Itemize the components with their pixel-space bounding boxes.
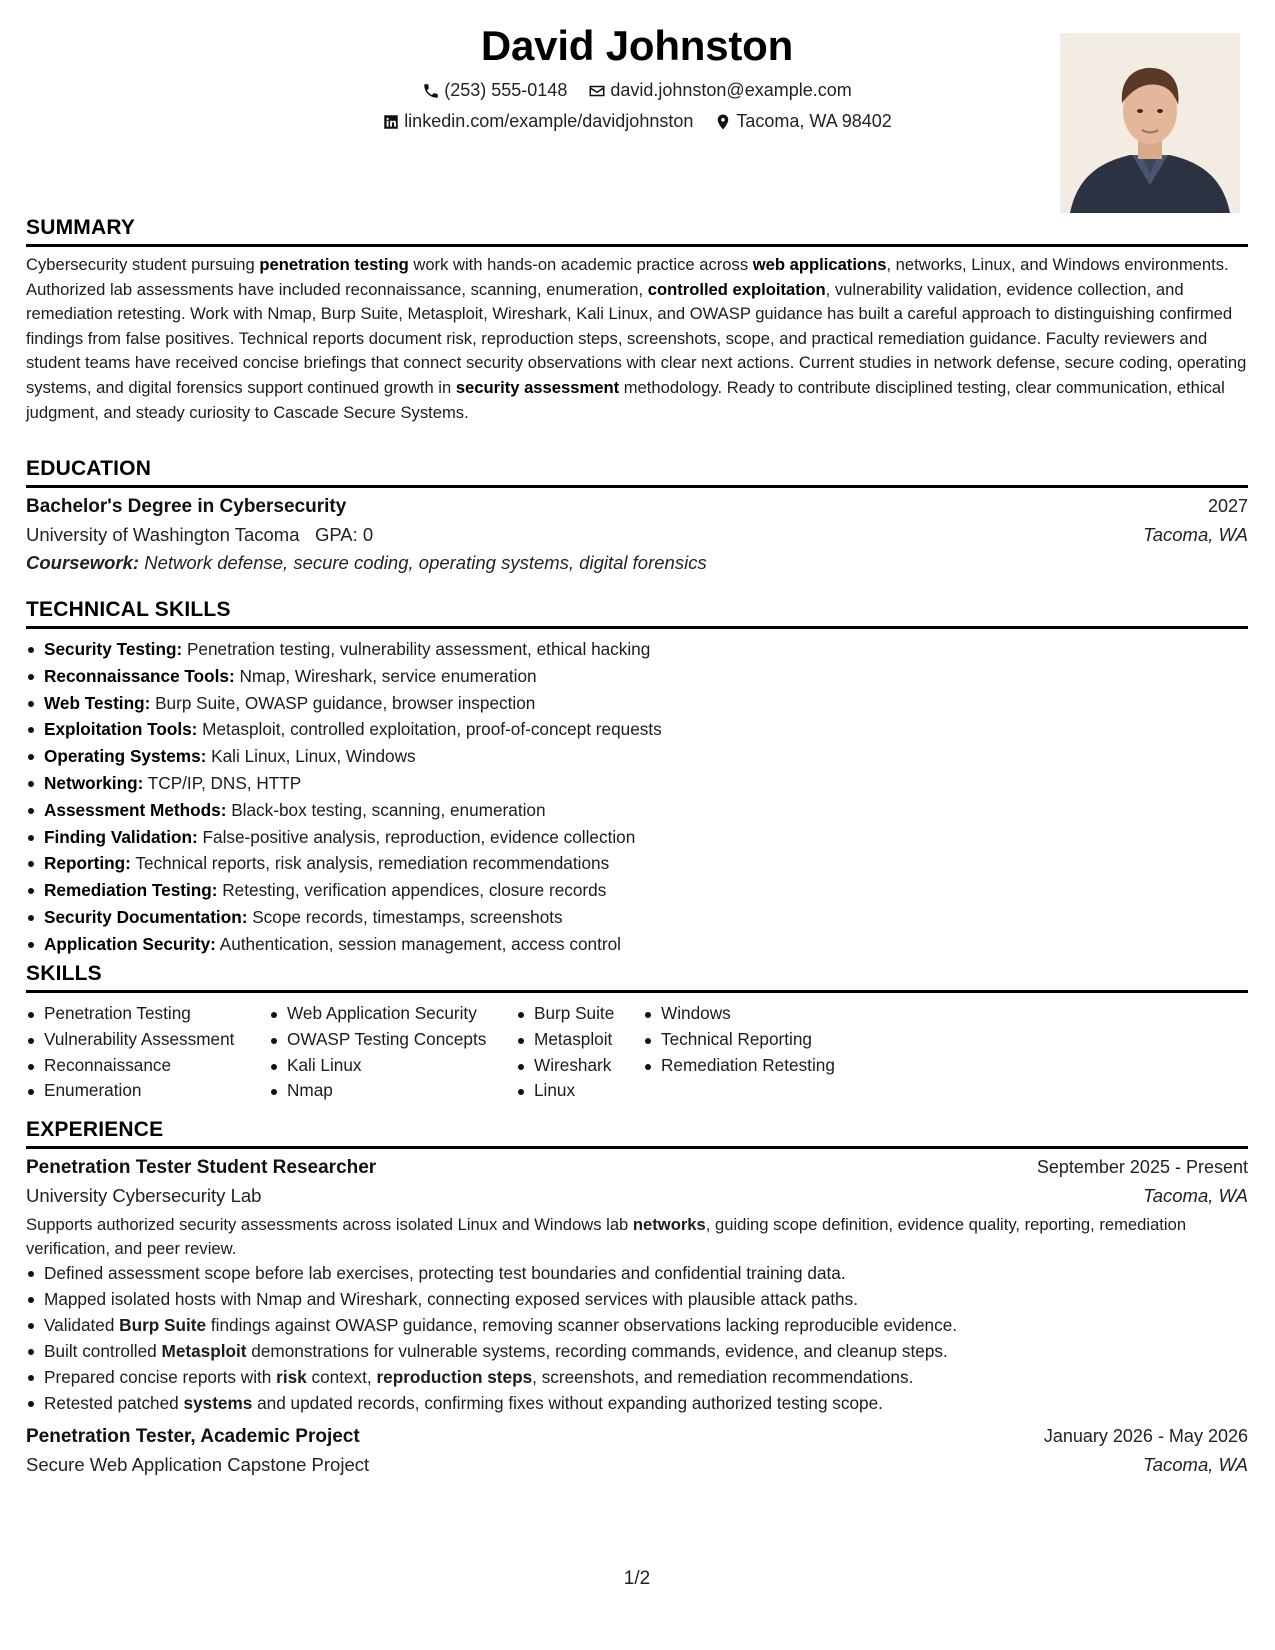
envelope-icon	[588, 82, 606, 100]
skill-item: Metasploit	[534, 1027, 643, 1053]
skill-category-label: Reconnaissance Tools:	[44, 665, 235, 686]
job-bullet	[44, 1260, 1248, 1286]
text-run: , vulnerability validation, evidence collection, and remediation retesting. Work with Nmap, Burp Suite, Metasploit, Wireshark, Kali Linux, and OWASP guidance has built a careful approach to distinguishing confirmed findings from false positives. Technical reports document risk, reproduction steps, screenshots, scope, and practical remediation guidance. Faculty reviewers and student teams have received concise briefings that connect security observations with clear next actions. Current studies in network defense, secure coding, operating systems, and digital forensics support continued growth in	[26, 279, 1247, 397]
skills-column	[269, 1001, 516, 1104]
skill-category-value: Nmap, Wireshark, service enumeration	[234, 665, 537, 686]
bold-phrase: reproduction steps	[376, 1367, 533, 1388]
job-dates: September 2025 - Present	[1036, 1157, 1248, 1177]
technical-skill-item	[44, 797, 1248, 824]
graduation-year: 2027	[1207, 496, 1248, 516]
bold-phrase: penetration testing	[259, 255, 409, 274]
bold-phrase: systems	[183, 1393, 253, 1414]
technical-skills-heading: TECHNICAL SKILLS	[26, 598, 1248, 629]
education-row-2	[26, 524, 1248, 546]
technical-skills-list	[26, 636, 1248, 958]
skill-category-label: Security Testing:	[44, 639, 183, 659]
job-title: Penetration Tester, Academic Project	[26, 1426, 360, 1448]
phone-contact	[422, 80, 567, 101]
skill-item: Technical Reporting	[661, 1027, 863, 1053]
skill-category-value: Scope records, timestamps, screenshots	[247, 906, 563, 927]
bold-phrase: security assessment	[455, 377, 620, 397]
technical-skill-item	[44, 931, 1248, 958]
bold-phrase: Burp Suite	[119, 1315, 207, 1336]
linkedin-icon	[382, 113, 400, 131]
skill-category-label: Operating Systems:	[44, 746, 207, 767]
skill-category-value: False-positive analysis, reproduction, evidence collection	[197, 826, 636, 847]
skill-category-label: Application Security:	[44, 933, 216, 954]
skill-item: Windows	[661, 1001, 863, 1027]
location-text: Tacoma, WA 98402	[736, 111, 892, 131]
page-number: 1/2	[623, 1568, 651, 1589]
institution-line	[26, 524, 373, 546]
text-run: Cybersecurity student pursuing	[26, 255, 260, 274]
skill-category-value: Kali Linux, Linux, Windows	[206, 746, 416, 767]
technical-skill-item	[44, 743, 1248, 770]
skill-item: Wireshark	[534, 1053, 643, 1079]
technical-skill-item	[44, 850, 1248, 877]
location-contact	[714, 111, 891, 132]
skill-category-value: Black-box testing, scanning, enumeration	[226, 799, 546, 820]
technical-skill-item	[44, 770, 1248, 797]
skill-category-label: Reporting:	[44, 853, 131, 874]
skill-item: Burp Suite	[534, 1001, 643, 1027]
text-run: Supports authorized security assessments across isolated Linux and Windows lab	[26, 1215, 633, 1234]
text-run: demonstrations for vulnerable systems, recording commands, evidence, and cleanup steps.	[246, 1341, 948, 1362]
job-dates: January 2026 - May 2026	[1043, 1426, 1248, 1447]
skill-item: Reconnaissance	[44, 1053, 269, 1079]
bold-phrase: networks	[632, 1215, 706, 1234]
phone-number: (253) 555-0148	[444, 80, 568, 100]
technical-skill-item	[44, 716, 1248, 743]
technical-skill-item	[44, 904, 1248, 931]
text-run: work with hands-on academic practice across	[408, 255, 753, 274]
job-bullet	[44, 1338, 1248, 1364]
education-row-1	[26, 496, 1248, 518]
technical-skill-item	[44, 690, 1248, 717]
skill-category-label: Assessment Methods:	[44, 799, 227, 820]
bold-phrase: risk	[276, 1367, 307, 1388]
skill-category-label: Remediation Testing:	[44, 880, 218, 901]
experience-section	[26, 1118, 1248, 1476]
technical-skill-item	[44, 824, 1248, 851]
job-description	[26, 1213, 1248, 1260]
text-run: Built controlled	[44, 1341, 162, 1362]
text-run: , networks, Linux, and Windows environments. Authorized lab assessments have included reconnaissance, scanning, enumeration,	[26, 255, 1229, 299]
skill-category-value: Retesting, verification appendices, closure records	[217, 880, 607, 901]
job-bullet	[44, 1390, 1248, 1416]
text-run: and updated records, confirming fixes without expanding authorized testing scope.	[252, 1393, 883, 1414]
job-entry	[26, 1157, 1248, 1416]
technical-skills-section	[26, 598, 1248, 958]
job-bullet	[44, 1312, 1248, 1338]
profile-portrait-image	[1060, 33, 1240, 213]
skill-item: Penetration Testing	[44, 1001, 269, 1027]
institution-name: University of Washington Tacoma	[26, 524, 300, 545]
bold-phrase: Metasploit	[161, 1341, 247, 1362]
profile-photo	[1060, 33, 1240, 213]
resume-page	[26, 0, 1248, 1650]
skill-item: Kali Linux	[287, 1053, 516, 1079]
skill-item: Linux	[534, 1078, 643, 1104]
text-run: Retested patched	[44, 1393, 184, 1414]
map-pin-icon	[714, 113, 732, 131]
skills-column	[516, 1001, 643, 1104]
skill-item: Vulnerability Assessment	[44, 1027, 269, 1053]
text-run: , screenshots, and remediation recommendations.	[532, 1367, 914, 1388]
job-org-row	[26, 1454, 1248, 1476]
skill-category-label: Exploitation Tools:	[44, 719, 198, 740]
job-header-row	[26, 1426, 1248, 1448]
skill-category-label: Networking:	[44, 772, 144, 793]
skills-heading: SKILLS	[26, 962, 1248, 993]
skill-item: Enumeration	[44, 1078, 269, 1104]
job-title: Penetration Tester Student Researcher	[26, 1157, 377, 1178]
text-run: Prepared concise reports with	[44, 1367, 277, 1388]
skills-column	[643, 1001, 863, 1104]
job-bullet	[44, 1286, 1248, 1312]
text-run: context,	[306, 1367, 377, 1388]
skill-item: Nmap	[287, 1078, 516, 1104]
skill-category-value: Penetration testing, vulnerability assessment, ethical hacking	[182, 639, 651, 659]
job-bullet	[44, 1364, 1248, 1390]
job-organization: Secure Web Application Capstone Project	[26, 1454, 370, 1476]
job-entry	[26, 1426, 1248, 1476]
text-run: Validated	[44, 1315, 120, 1336]
candidate-name: David Johnston	[480, 22, 794, 69]
skill-category-label: Web Testing:	[44, 692, 151, 713]
job-organization: University Cybersecurity Lab	[26, 1185, 262, 1206]
skills-section	[26, 962, 1248, 1104]
job-header-row	[26, 1157, 1248, 1179]
phone-icon	[422, 82, 440, 100]
skill-category-label: Security Documentation:	[44, 906, 248, 927]
bold-phrase: controlled exploitation	[647, 279, 826, 299]
technical-skill-item	[44, 877, 1248, 904]
skill-item: Remediation Retesting	[661, 1053, 863, 1079]
text-run: , guiding scope definition, evidence quality, reporting, remediation verification, and peer review.	[26, 1215, 1187, 1258]
skill-item: OWASP Testing Concepts	[287, 1027, 516, 1053]
skills-columns	[26, 1001, 1248, 1104]
technical-skill-item	[44, 636, 1248, 663]
education-section	[26, 457, 1248, 574]
coursework-line	[26, 552, 1248, 574]
email-address[interactable]: david.johnston@example.com	[610, 80, 852, 100]
gpa-text: GPA: 0	[314, 524, 374, 545]
text-run: Defined assessment scope before lab exercises, protecting test boundaries and confidential training data.	[44, 1263, 846, 1284]
skill-category-value: TCP/IP, DNS, HTTP	[143, 772, 302, 793]
education-location: Tacoma, WA	[1143, 524, 1248, 545]
skills-column	[26, 1001, 269, 1104]
job-location: Tacoma, WA	[1143, 1454, 1248, 1476]
job-bullet-list	[26, 1260, 1248, 1416]
linkedin-contact[interactable]	[382, 111, 693, 132]
summary-paragraph	[26, 253, 1248, 425]
email-contact[interactable]	[588, 80, 851, 101]
resume-header	[26, 0, 1248, 212]
skill-category-value: Metasploit, controlled exploitation, proof-of-concept requests	[197, 719, 662, 740]
experience-heading: EXPERIENCE	[26, 1118, 1248, 1149]
job-location: Tacoma, WA	[1143, 1185, 1248, 1206]
skill-category-value: Authentication, session management, access control	[215, 933, 621, 954]
skill-category-label: Finding Validation:	[44, 826, 198, 847]
education-heading: EDUCATION	[26, 457, 1248, 488]
bold-phrase: web applications	[752, 255, 887, 274]
skill-category-value: Burp Suite, OWASP guidance, browser inspection	[150, 692, 536, 713]
summary-section	[26, 216, 1248, 425]
skill-item: Web Application Security	[287, 1001, 516, 1027]
text-run: findings against OWASP guidance, removing scanner observations lacking reproducible evidence.	[206, 1315, 958, 1336]
coursework-list: Network defense, secure coding, operating systems, digital forensics	[139, 552, 707, 573]
job-org-row	[26, 1185, 1248, 1207]
skill-category-value: Technical reports, risk analysis, remediation recommendations	[130, 853, 610, 874]
text-run: methodology. Ready to contribute disciplined testing, clear communication, ethical judgment, and steady curiosity to Cascade Secure Systems.	[26, 377, 1225, 422]
summary-heading: SUMMARY	[26, 216, 1248, 247]
degree-title: Bachelor's Degree in Cybersecurity	[26, 496, 347, 517]
text-run: Mapped isolated hosts with Nmap and Wireshark, connecting exposed services with plausible attack paths.	[44, 1289, 858, 1310]
technical-skill-item	[44, 663, 1248, 690]
linkedin-url[interactable]: linkedin.com/example/davidjohnston	[404, 111, 694, 131]
coursework-label: Coursework:	[26, 552, 140, 573]
